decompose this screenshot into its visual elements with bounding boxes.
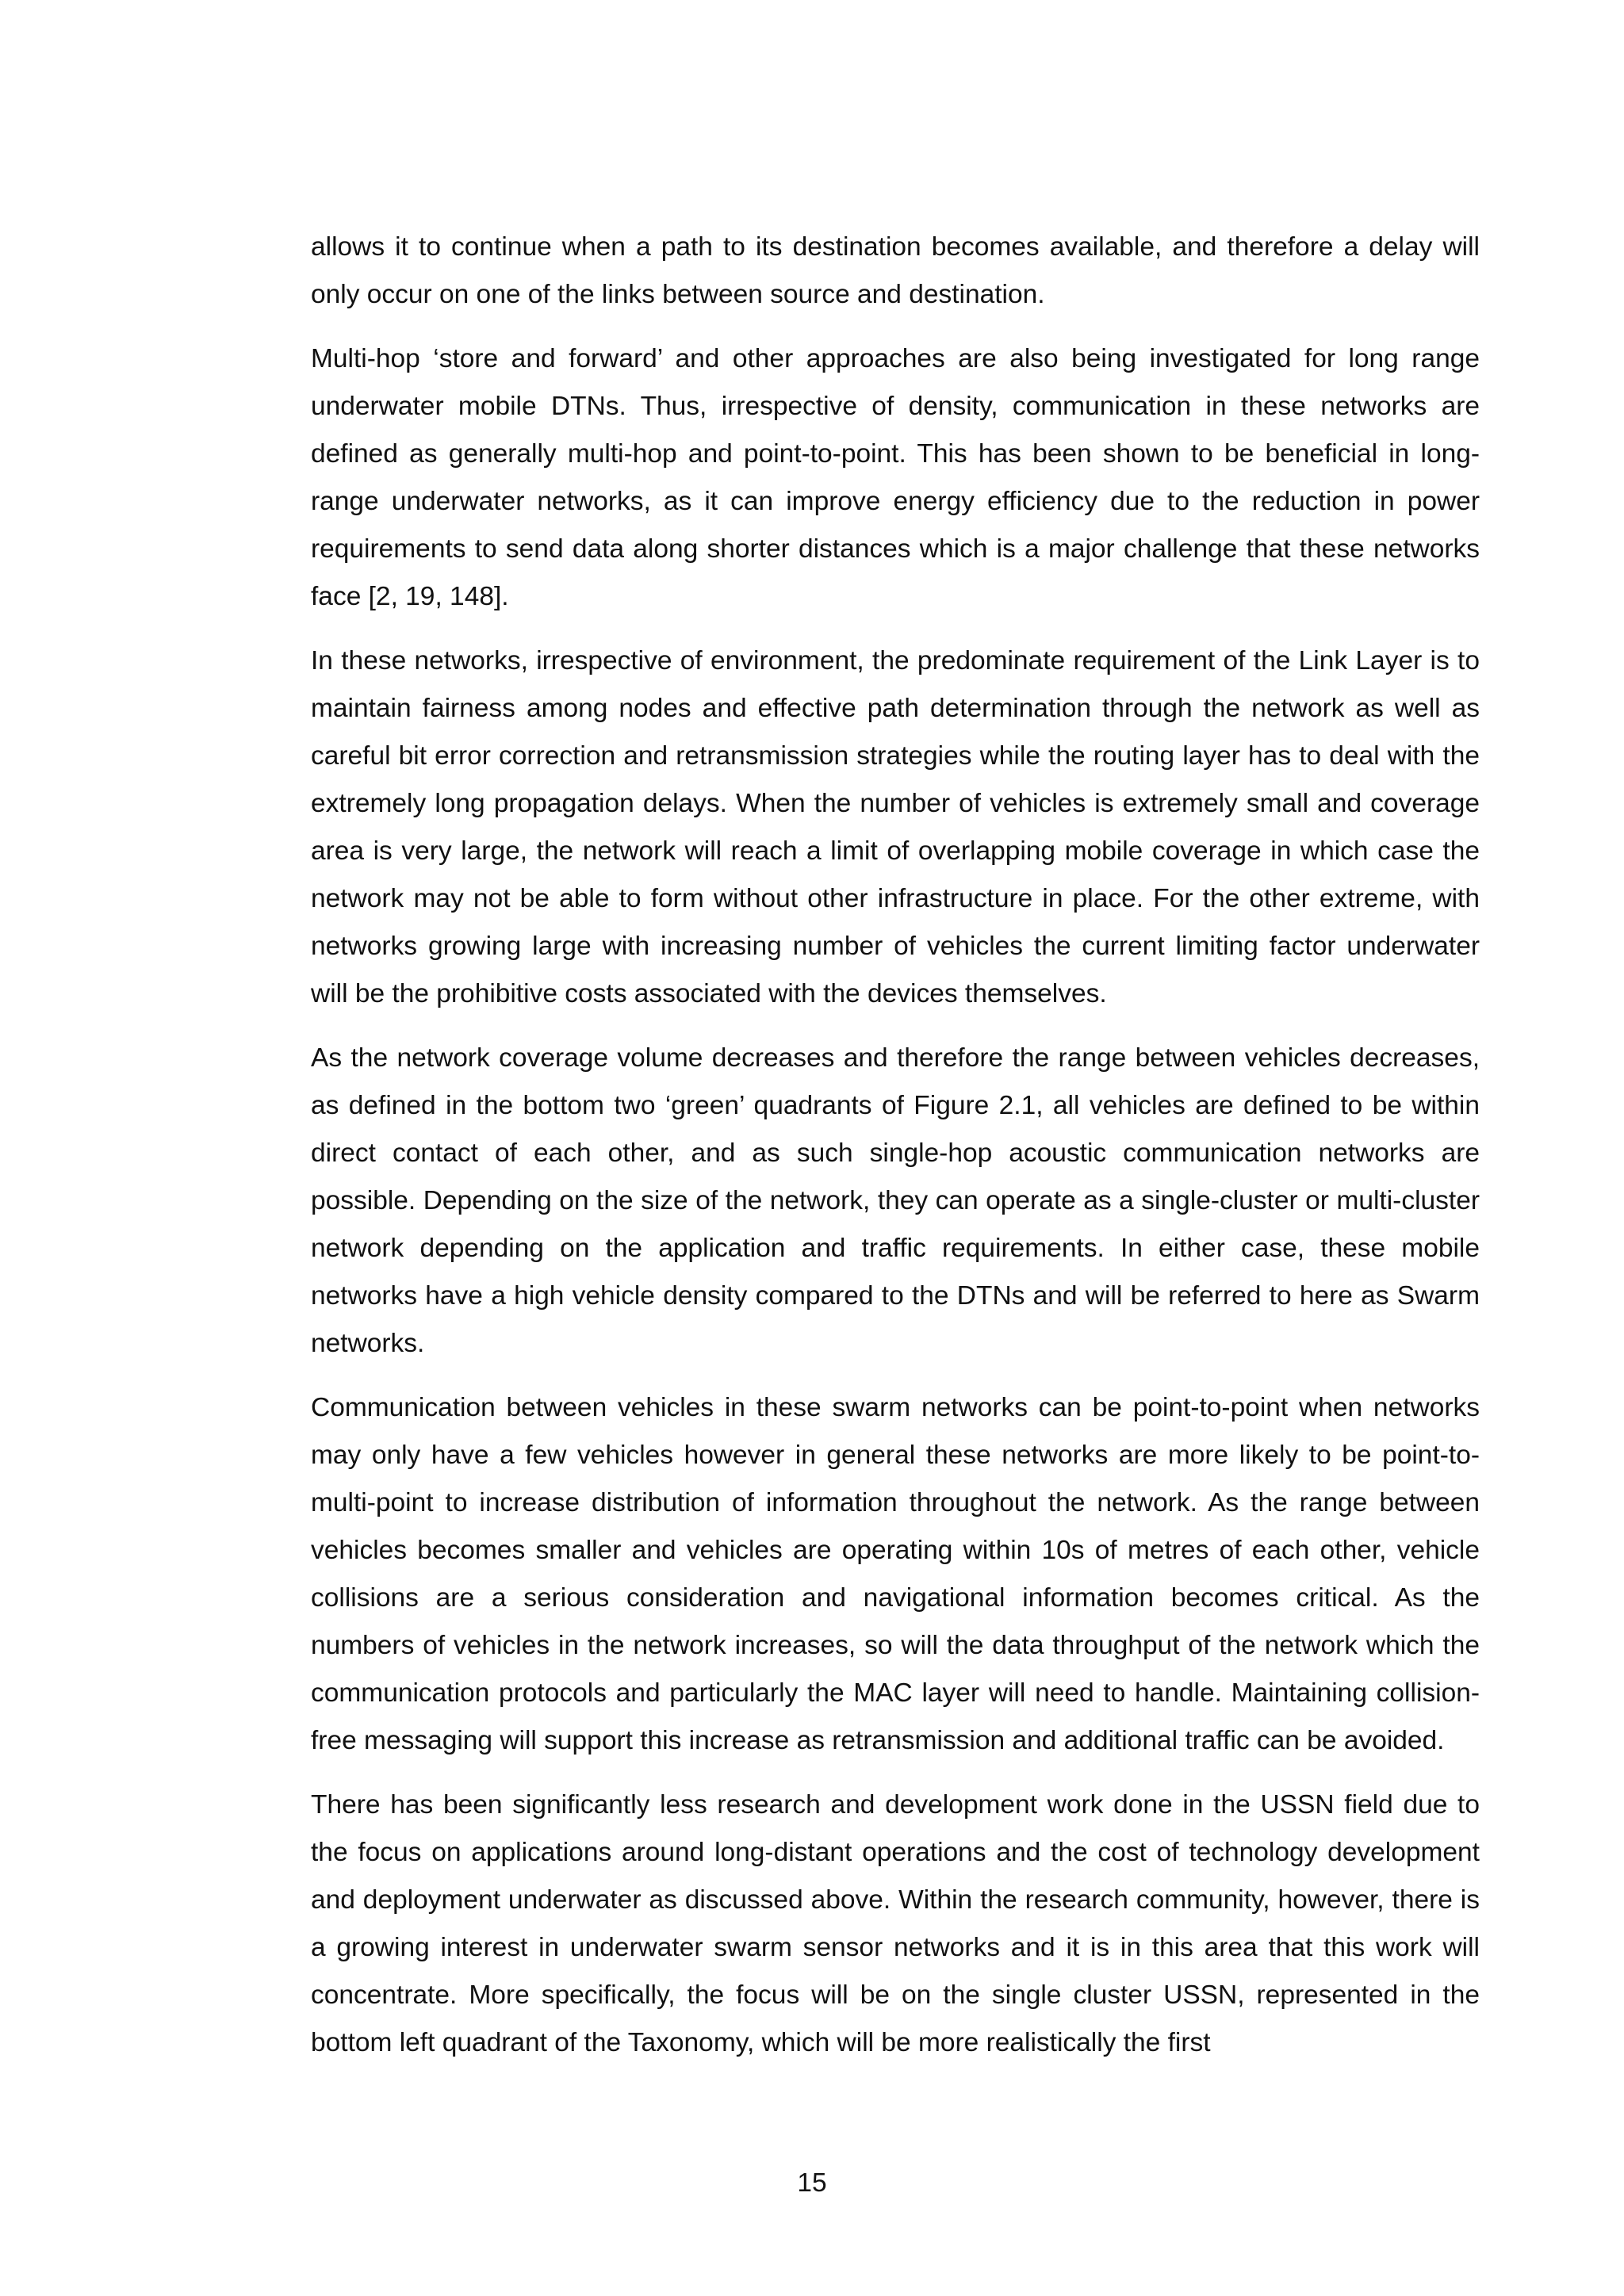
paragraph-multi-hop: Multi-hop ‘store and forward’ and other approaches are also being investigated for long range underwater mobile DTNs. Thus, irrespective of density, communication in these networks are defined as generally multi-hop and point-to-point. This has been shown to be beneficial in long-range underwater networks, as it can improve energy efficiency due to the reduction in power requirements to send data along shorter distances which is a major challenge that these networks face [2, 19, 148]. bbox=[311, 344, 1480, 611]
body-text bbox=[311, 224, 1480, 2084]
paragraph-ussn-research: There has been significantly less research and development work done in the USSN field due to the focus on applications around long-distant operations and the cost of technology development and deployment underwater as discussed above. Within the research community, however, there is a growing interest in underwater swarm sensor networks and it is in this area that this work will concentrate. More specifically, the focus will be on the single cluster USSN, represented in the bottom left quadrant of the Taxonomy, which will be more realistically the first bbox=[311, 1790, 1480, 2057]
paragraph-point-to-multipoint: Communication between vehicles in these swarm networks can be point-to-point when networks may only have a few vehicles however in general these networks are more likely to be point-to-multi-point to increase distribution of information throughout the network. As the range between vehicles becomes smaller and vehicles are operating within 10s of metres of each other, vehicle collisions are a serious consideration and navigational information becomes critical. As the numbers of vehicles in the network increases, so will the data throughput of the network which the communication protocols and particularly the MAC layer will need to handle. Maintaining collision-free messaging will support this increase as retransmission and additional traffic can be avoided. bbox=[311, 1393, 1480, 1755]
paragraph-continuation: allows it to continue when a path to its destination becomes available, and therefore a delay will only occur on one of the links between source and destination. bbox=[311, 232, 1480, 309]
paragraph-swarm-networks: As the network coverage volume decreases and therefore the range between vehicles decreases, as defined in the bottom two ‘green’ quadrants of Figure 2.1, all vehicles are defined to be within direct contact of each other, and as such single-hop acoustic communication networks are possible. Depending on the size of the network, they can operate as a single-cluster or multi-cluster network depending on the application and traffic requirements. In either case, these mobile networks have a high vehicle density compared to the DTNs and will be referred to here as Swarm networks. bbox=[311, 1043, 1480, 1358]
page-number: 15 bbox=[797, 2168, 827, 2198]
paragraph-link-layer: In these networks, irrespective of environment, the predominate requirement of the Link Layer is to maintain fairness among nodes and effective path determination through the network as well as careful bit error correction and retransmission strategies while the routing layer has to deal with the extremely long propagation delays. When the number of vehicles is extremely small and coverage area is very large, the network will reach a limit of overlapping mobile coverage in which case the network may not be able to form without other infrastructure in place. For the other extreme, with networks growing large with increasing number of vehicles the current limiting factor underwater will be the prohibitive costs associated with the devices themselves. bbox=[311, 646, 1480, 1008]
